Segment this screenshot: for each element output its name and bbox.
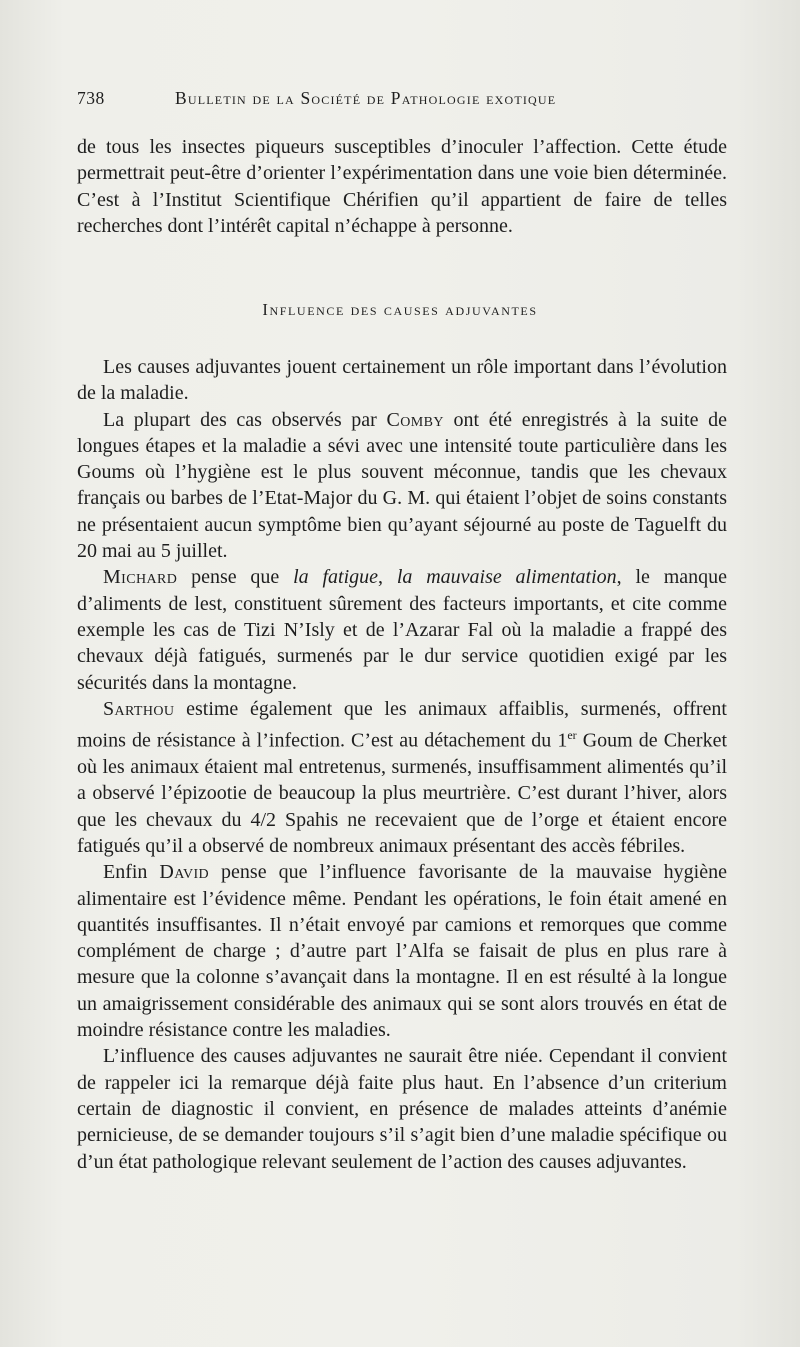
paragraph-3-comma: ,	[378, 566, 397, 589]
running-title: Bulletin de la Société de Pathologie exotique	[175, 88, 557, 108]
paragraph-3	[77, 564, 727, 695]
paragraph-3-verb: pense que	[177, 566, 294, 589]
paragraph-1: Les causes adjuvantes jouent certainement un rôle important dans l’évolution de la maladie.	[77, 356, 727, 405]
paragraph-4-part1: estime également que les animaux affaiblis, surmenés, offrent moins de résistance à l’infection. C’est au détachement du	[77, 697, 727, 752]
author-comby: Comby	[386, 408, 444, 431]
continued-paragraph	[77, 134, 727, 239]
section-body	[77, 354, 727, 1175]
author-david: David	[159, 861, 210, 884]
paragraph-5	[77, 859, 727, 1043]
paragraph-2-after: ont été enregistrés à la suite de longues étapes et la maladie a sévi avec une intensité toute particulière dans les Goums où l’hygiène est le plus souvent méconnue, tandis que les chevaux français ou barbes de l’Etat-Major du G. M. qui étaient l’objet de soins constants ne présentaient aucun symptôme bien qu’ayant séjourné au poste de Taguelft du 20 mai au 5 juillet.	[77, 408, 727, 563]
paragraph-2	[77, 407, 727, 565]
paragraph-4	[77, 696, 727, 859]
author-michard: Michard	[103, 566, 178, 589]
paragraph-4-part2: Goum de Cherket où les animaux étaient mal entretenus, surmenés, insuffisamment alimentés qu’il a observé l’épizootie de beaucoup la plus meurtrière. C’est durant l’hiver, alors que les chevaux du 4/2 Spahis ne recevaient que de l’orge et étaient encore fatigués qu’il a observé de nombreux animaux présentant des accès fébriles.	[77, 729, 728, 857]
running-header	[77, 88, 727, 114]
paragraph-0: de tous les insectes piqueurs susceptibles d’inoculer l’affection. Cette étude permettrait peut-être d’orienter l’expérimentation dans une voie bien déterminée. C’est à l’Institut Scientifique Chérifien qu’il appartient de faire de telles recherches dont l’intérêt capital n’échappe à personne.	[77, 136, 727, 237]
section-title: Influence des causes adjuvantes	[262, 300, 538, 319]
paragraph-5-before: Enfin	[103, 861, 160, 884]
italic-alimentation: la mauvaise alimentation	[396, 566, 617, 589]
italic-fatigue: la fatigue	[293, 566, 379, 589]
author-sarthou: Sarthou	[103, 697, 175, 720]
paragraph-3-after: , le manque d’aliments de lest, constituent sûrement des facteurs importants, et cite comme exemple les cas de Tizi N’Isly et de l’Azarar Fal où la maladie a frappé des chevaux déjà fatigués, surmenés par le dur service quotidien exigé par les sécurités dans la montagne.	[77, 566, 728, 694]
ordinal-superscript: er	[567, 728, 577, 743]
ordinal-number: 1	[557, 729, 568, 752]
paragraph-5-after: pense que l’influence favorisante de la mauvaise hygiène alimentaire est l’évidence même. Pendant les opérations, le foin était amené en quantités insuffisantes. Il n’était envoyé par camions et remorques que comme complément de charge ; d’autre part l’Alfa se faisait de plus en plus rare à mesure que la colonne s’avançait dans la montagne. Il en est résulté à la longue un amaigrissement considérable des animaux qui se sont alors trouvés en état de moindre résistance contre les maladies.	[77, 861, 727, 1042]
page-number: 738	[77, 88, 105, 108]
paragraph-2-before: La plupart des cas observés par	[103, 408, 387, 431]
paragraph-6: L’influence des causes adjuvantes ne saurait être niée. Cependant il convient de rappeler ici la remarque déjà faite plus haut. En l’absence d’un criterium certain de diagnostic il convient, en présence de malades atteints d’anémie pernicieuse, de se demander toujours s’il s’agit bien d’une maladie spécifique ou d’un état pathologique relevant seulement de l’action des causes adjuvantes.	[77, 1045, 727, 1173]
